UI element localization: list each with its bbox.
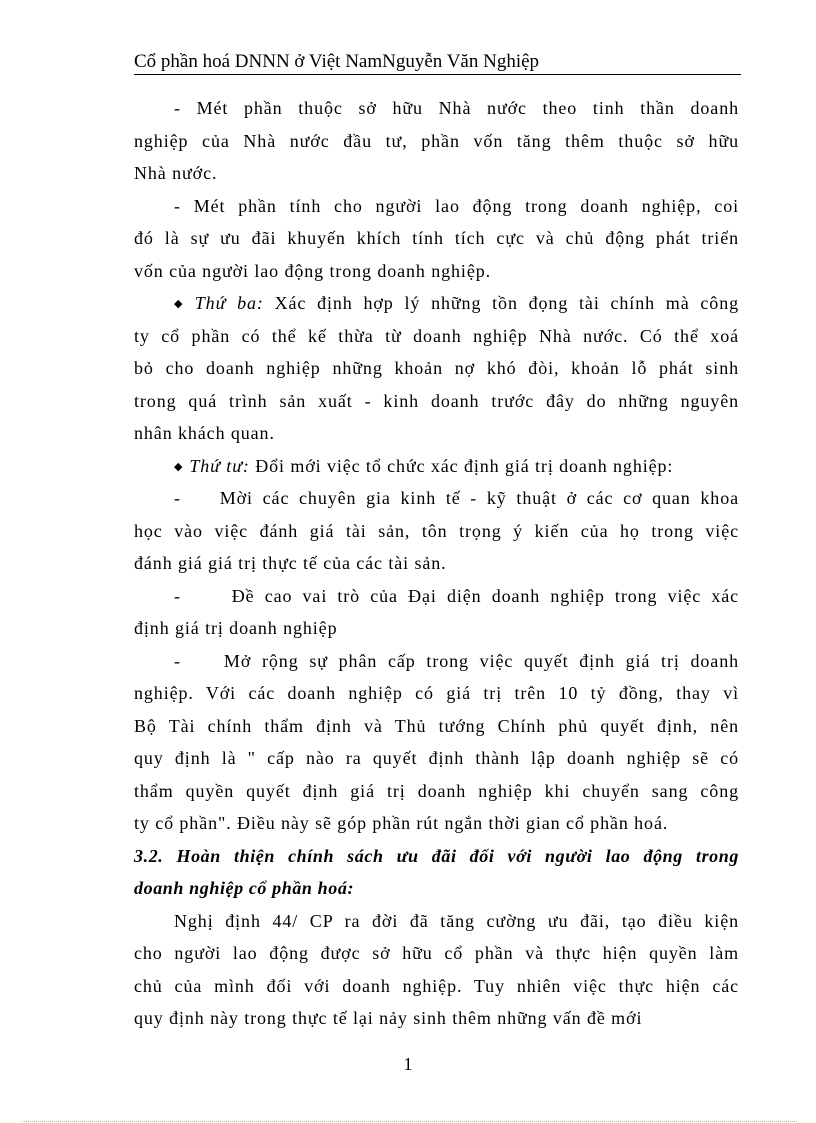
paragraph-text: Đề cao vai trò của Đại diện doanh nghiệp trong việc xác [231,585,739,606]
diamond-bullet-icon: ◆ [174,460,184,473]
paragraph-line: ty cổ phần". Điều này sẽ góp phần rút ngắn thời gian cổ phần hoá. [134,813,669,833]
paragraph-line: Bộ Tài chính thẩm định và Thủ tướng Chính phủ quyết định, nên [134,715,739,736]
paragraph-line: Nhà nước. [134,163,218,183]
paragraph-line: ty cổ phần có thể kế thừa từ doanh nghiệp Nhà nước. Có thể xoá [134,325,739,346]
paragraph-line: - Mét phần tính cho người lao động trong doanh nghiệp, coi [174,195,739,216]
paragraph-line: quy định này trong thực tế lại nảy sinh thêm những vấn đề mới [134,1008,643,1028]
page-header: Cổ phần hoá DNNN ở Việt NamNguyễn Văn Nghiệp [134,51,540,72]
document-body [134,92,739,1035]
paragraph-line: học vào việc đánh giá tài sản, tôn trọng ý kiến của họ trong việc [134,520,739,541]
paragraph-text: Mở rộng sự phân cấp trong việc quyết định giá trị doanh [223,650,739,671]
dash-marker: - [174,650,181,671]
paragraph-line: định giá trị doanh nghiệp [134,618,338,638]
paragraph-text: Đổi mới việc tổ chức xác định giá trị doanh nghiệp: [249,455,674,476]
paragraph-line: cho người lao động được sở hữu cổ phần và thực hiện quyền làm [134,943,739,963]
diamond-bullet-icon: ◆ [174,298,189,310]
paragraph-line [134,287,739,320]
page-number: 1 [403,1054,413,1074]
paragraph-line [134,482,739,515]
paragraph-line: vốn của người lao động trong doanh nghiệp. [134,260,492,281]
paragraph-lead: Thứ tư: [189,455,250,476]
paragraph-lead: Thứ ba: [194,293,264,313]
paragraph-line: - Mét phần thuộc sở hữu Nhà nước theo tinh thần doanh [174,98,739,118]
paragraph-line: bỏ cho doanh nghiệp những khoản nợ khó đòi, khoản lỗ phát sinh [134,358,739,378]
dash-marker: - [174,488,181,508]
paragraph-line: thẩm quyền quyết định giá trị doanh nghiệp khi chuyển sang công [134,780,739,801]
paragraph-line: nghiệp. Với các doanh nghiệp có giá trị trên 10 tỷ đồng, thay vì [134,683,739,703]
paragraph-line: quy định là " cấp nào ra quyết định thành lập doanh nghiệp sẽ có [134,748,739,768]
dash-marker: - [174,585,181,606]
paragraph-line: đánh giá giá trị thực tế của các tài sản. [134,553,447,573]
section-heading: doanh nghiệp cổ phần hoá: [134,878,355,898]
paragraph-text: Xác định hợp lý những tồn đọng tài chính mà công [263,293,739,313]
paragraph-line: đó là sự ưu đãi khuyến khích tính tích cực và chủ động phát triển [134,228,739,248]
paragraph-line [134,450,739,483]
paragraph-line: nhân khách quan. [134,423,275,443]
paragraph-line [134,580,739,613]
header-rule [134,74,741,75]
paragraph-line: trong quá trình sản xuất - kinh doanh trước đây do những nguyên [134,390,739,411]
paragraph-line: chủ của mình đối với doanh nghiệp. Tuy nhiên việc thực hiện các [134,975,739,996]
paragraph-line: nghiệp của Nhà nước đầu tư, phần vốn tăng thêm thuộc sở hữu [134,130,739,151]
paragraph-line: Nghị định 44/ CP ra đời đã tăng cường ưu đãi, tạo điều kiện [174,910,739,931]
section-heading: 3.2. Hoàn thiện chính sách ưu đãi đối với người lao động trong [134,845,739,866]
page-bottom-dotted-rule [22,1121,797,1122]
paragraph-line [134,645,739,678]
paragraph-text: Mời các chuyên gia kinh tế - kỹ thuật ở các cơ quan khoa [219,488,739,508]
